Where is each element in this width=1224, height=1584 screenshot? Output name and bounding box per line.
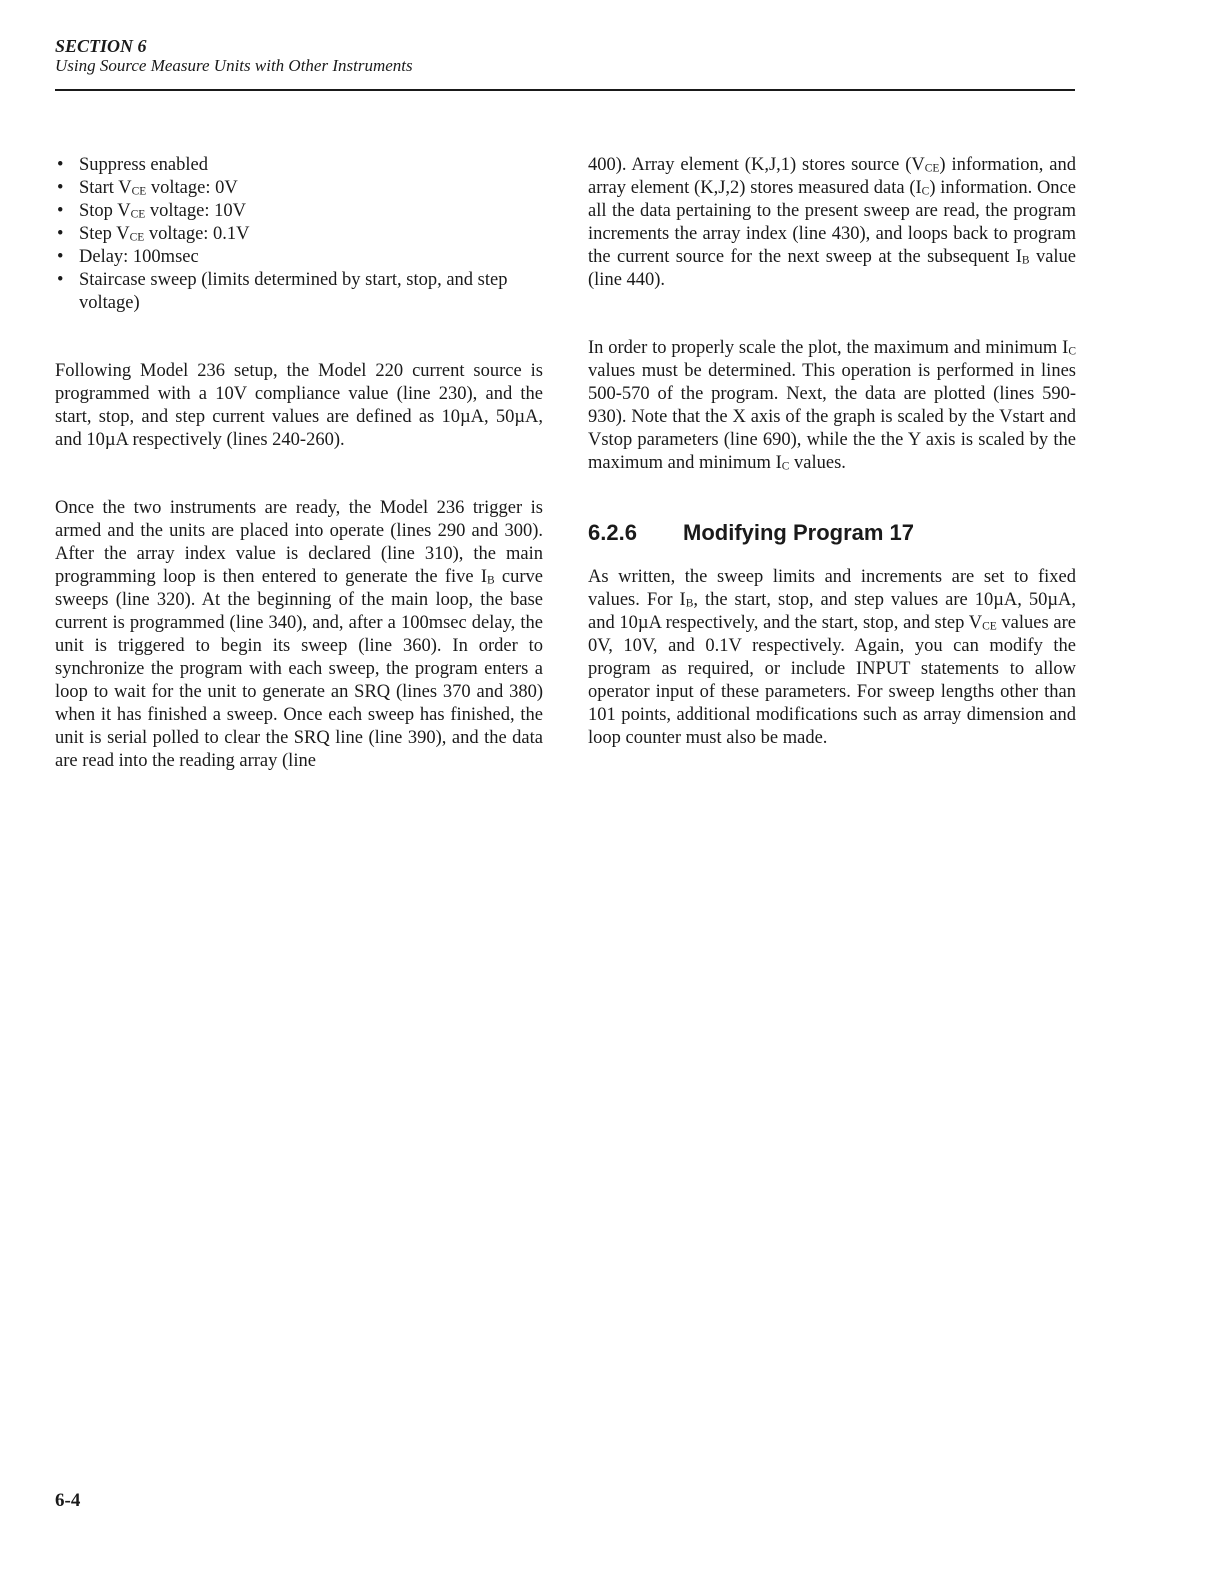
section-number: 6.2.6 — [588, 520, 637, 545]
paragraph: As written, the sweep limits and increments are set to fixed values. For $I_B$, the start, stop, and step values are 10µA, 50µA, and 10µA respectively, and the start, stop, and step $V_{CE}$ values are 0V, 10V, and 0.1V respectively. Again, you can modify the program as required, or include INPUT statements to allow operator input of these parameters. For sweep lengths other than 101 points, additional modifications such as array dimension and loop counter must also be made. — [588, 567, 1076, 748]
list-item: • Start $V_{CE}$ voltage: 0V — [55, 177, 543, 200]
left-column — [55, 154, 543, 773]
right-column — [588, 154, 1076, 750]
page-number: 6-4 — [55, 1490, 81, 1511]
list-item: • Delay: 100msec — [55, 246, 543, 269]
list-item: • Step $V_{CE}$ voltage: 0.1V — [55, 223, 543, 246]
paragraph: Following Model 236 setup, the Model 220 current source is programmed with a 10V compliance value (line 230), and the start, stop, and step current values are defined as 10µA, 50µA, and 10µA respectively (lines 240-260). — [55, 361, 543, 450]
section-label: SECTION 6 — [55, 36, 147, 56]
section-title: Modifying Program 17 — [683, 520, 915, 545]
section-heading — [588, 520, 1076, 546]
paragraph: 400). Array element (K,J,1) stores source $(V_{CE})$ information, and array element (K,J,2) stores measured data $(I_C)$ information. Once all the data pertaining to the present sweep are read, the program increments the array index (line 430), and loops back to program the current source for the next sweep at the subsequent $I_B$ value (line 440). — [588, 155, 1077, 290]
page-header — [55, 36, 1075, 76]
header-rule — [55, 89, 1075, 91]
paragraph: Once the two instruments are ready, the Model 236 trigger is armed and the units are placed into operate (lines 290 and 300). After the array index value is declared (line 310), the main programming loop is then entered to generate the five $I_B$ curve sweeps (line 320). At the beginning of the main loop, the base current is programmed (line 340), and, after a 100msec delay, the unit is triggered to begin its sweep (line 360). In order to synchronize the program with each sweep, the program enters a loop to wait for the unit to generate an SRQ (lines 370 and 380) when it has finished a sweep. Once each sweep has finished, the unit is serial polled to clear the SRQ line (line 390), and the data are read into the reading array (line — [55, 498, 543, 771]
list-item: • Stop $V_{CE}$ voltage: 10V — [55, 200, 543, 223]
list-item: • Staircase sweep (limits determined by start, stop, and step voltage) — [55, 269, 543, 315]
list-item: • Suppress enabled — [55, 154, 543, 177]
section-subtitle: Using Source Measure Units with Other Instruments — [55, 56, 413, 75]
paragraph: In order to properly scale the plot, the maximum and minimum $I_C$ values must be determined. This operation is performed in lines 500-570 of the program. Next, the data are plotted (lines 590-930). Note that the X axis of the graph is scaled by the Vstart and Vstop parameters (line 690), while the the Y axis is scaled by the maximum and minimum $I_C$ values. — [588, 338, 1076, 473]
settings-list — [55, 154, 543, 315]
